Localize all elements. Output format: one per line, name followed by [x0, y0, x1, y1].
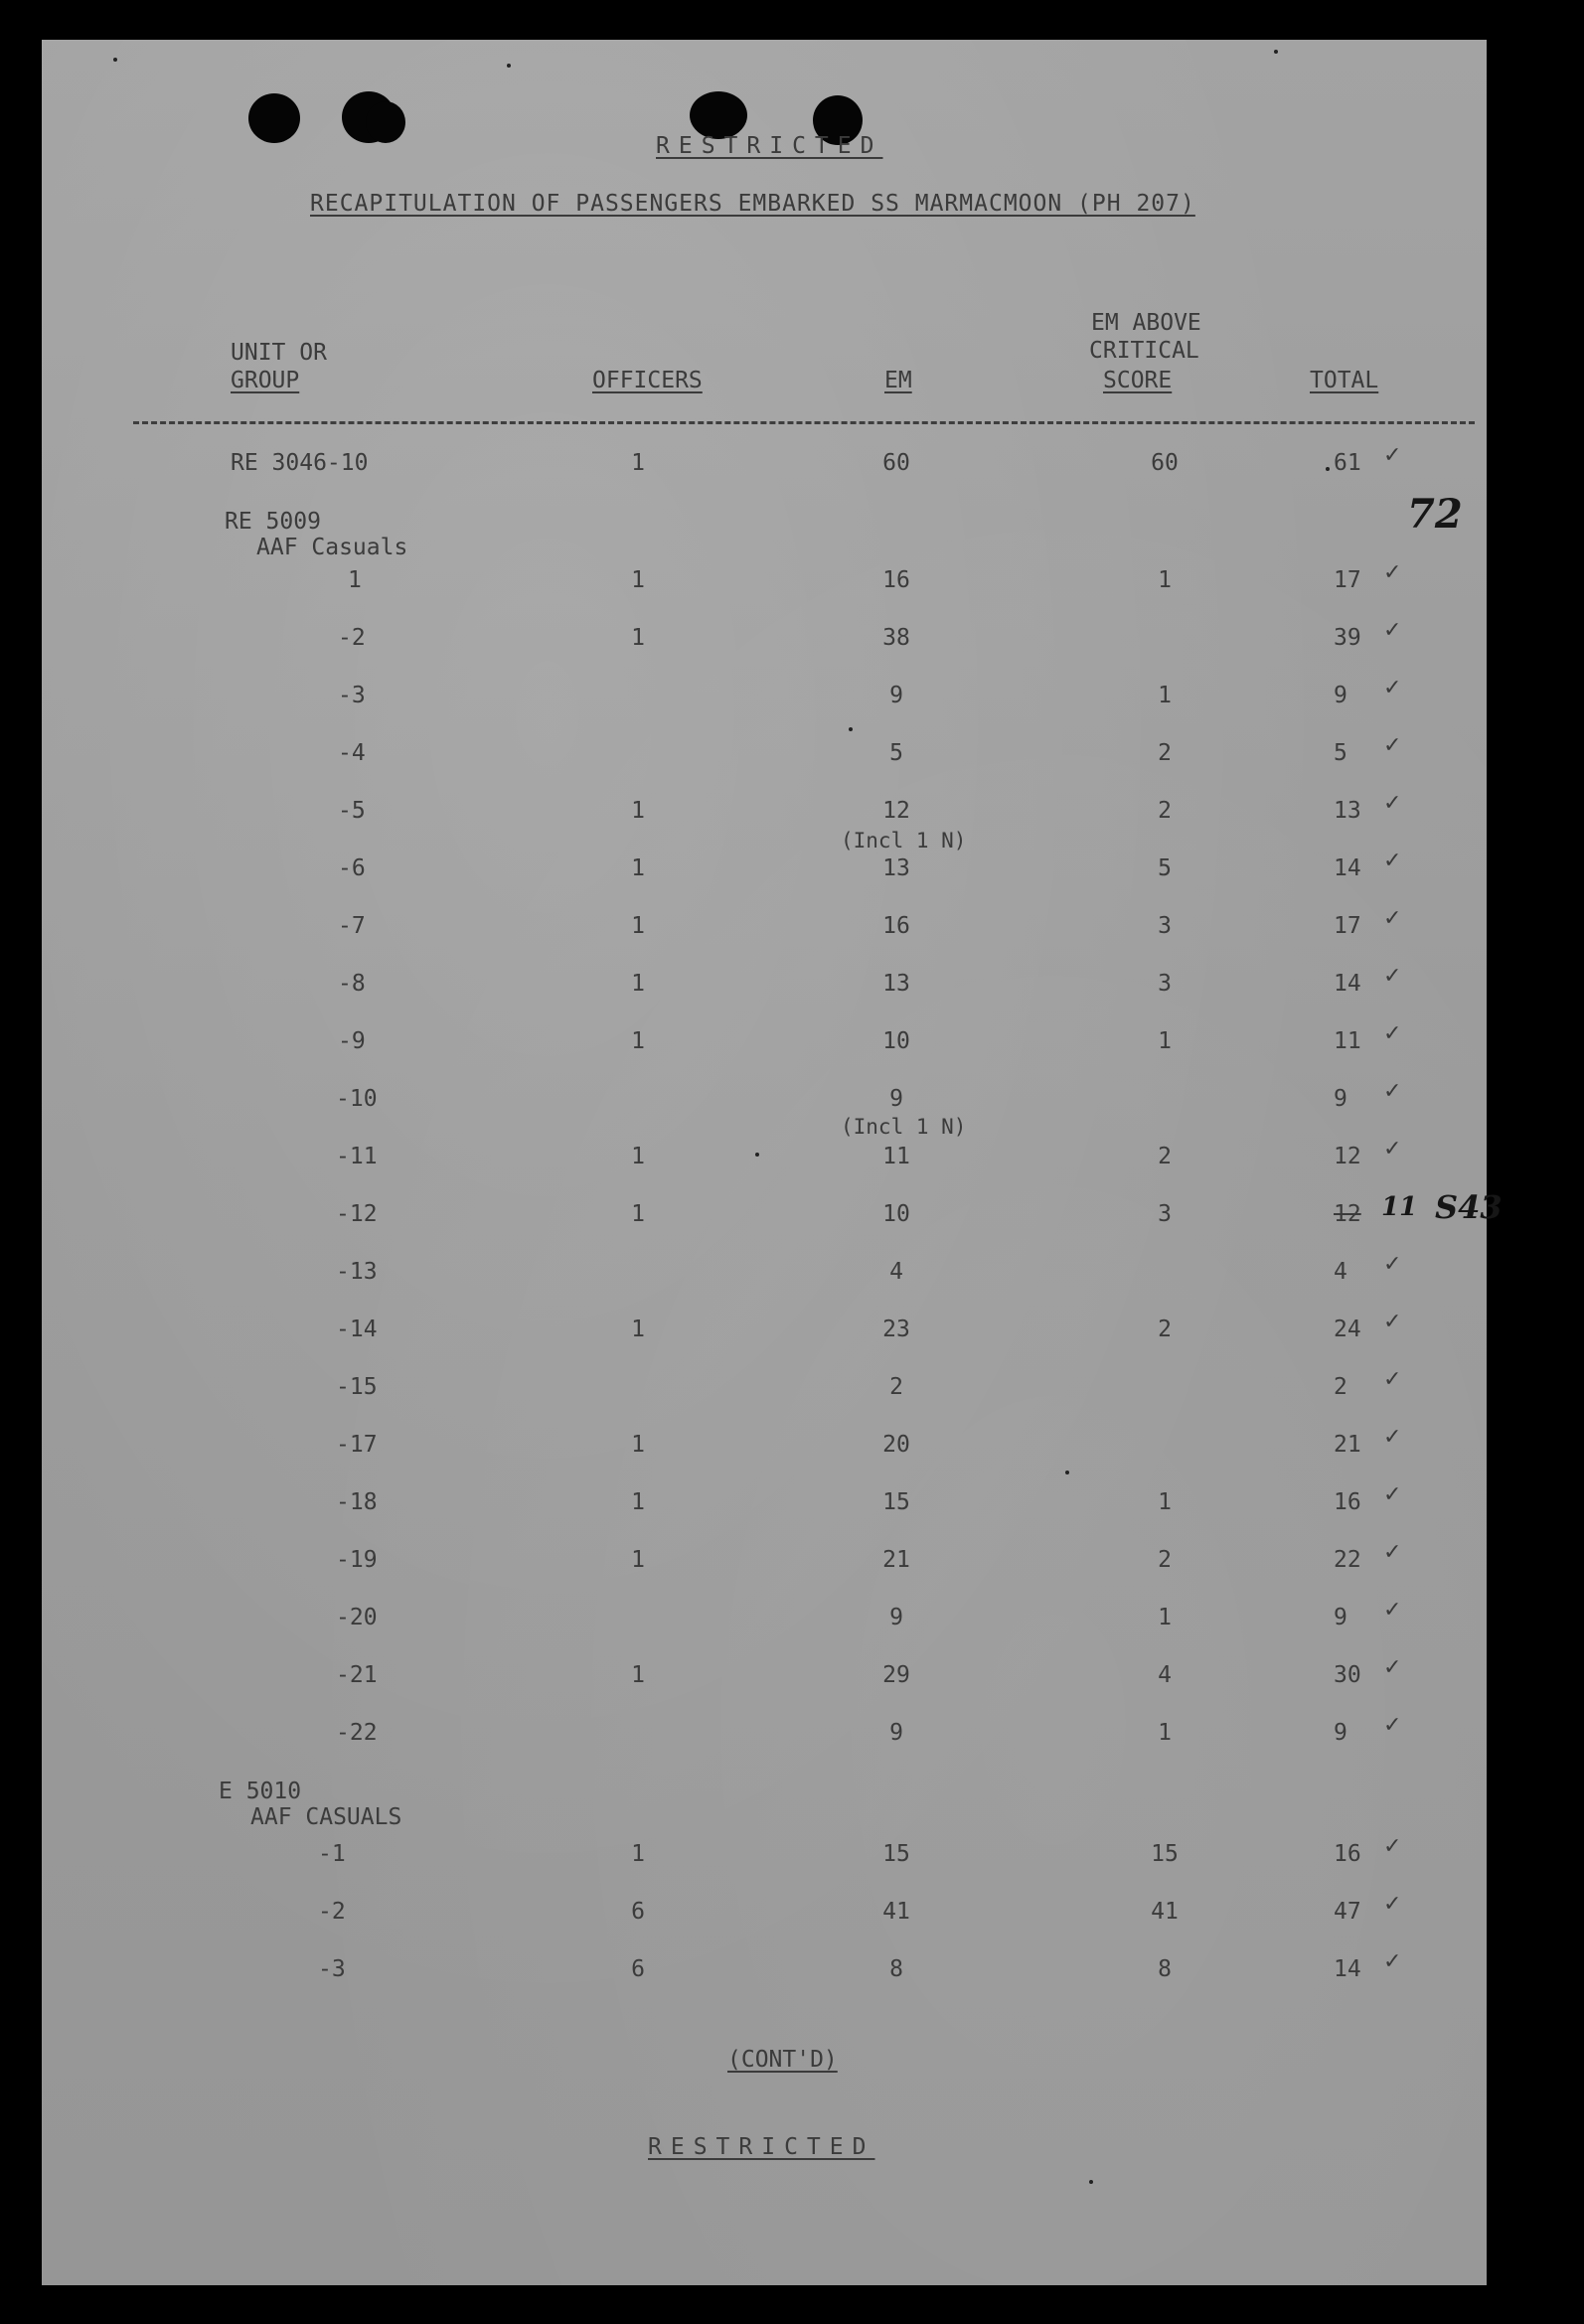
row-unit: -6	[338, 855, 366, 881]
row-total: 39	[1334, 625, 1361, 651]
row-critical-score: 4	[1158, 1662, 1172, 1688]
row-unit: -20	[336, 1605, 378, 1630]
row-total: 14	[1334, 855, 1361, 881]
row-unit: -8	[338, 971, 366, 997]
row-total: 14	[1334, 971, 1361, 997]
table-row	[42, 1655, 1487, 1691]
row-officers: 1	[631, 450, 645, 476]
check-mark-icon: ✓	[1383, 1367, 1402, 1392]
row-officers: 1	[631, 971, 645, 997]
row-total: 21	[1334, 1432, 1361, 1458]
table-row	[42, 1200, 1487, 1230]
row-em: 41	[882, 1899, 910, 1925]
check-mark-icon: ✓	[1383, 1310, 1402, 1334]
table-row	[42, 1598, 1487, 1633]
row-unit: -10	[336, 1086, 378, 1112]
table-row	[42, 1949, 1487, 1985]
row-total: 13	[1334, 798, 1361, 824]
row-critical-score: 15	[1151, 1841, 1179, 1867]
check-mark-icon: ✓	[1383, 1252, 1402, 1277]
check-mark-icon: ✓	[1383, 964, 1402, 989]
header-critical-line3: SCORE	[1103, 368, 1173, 393]
document-page	[42, 40, 1503, 2285]
row-total: 30	[1334, 1662, 1361, 1688]
row-em: 13	[882, 971, 910, 997]
header-total: TOTAL	[1310, 368, 1379, 393]
table-row	[42, 791, 1487, 827]
row-total: 16	[1334, 1841, 1361, 1867]
row-unit: -4	[338, 740, 366, 766]
row-officers: 1	[631, 798, 645, 824]
table-row	[42, 676, 1487, 711]
row-unit: -3	[338, 683, 366, 708]
row-unit: -1	[318, 1841, 346, 1867]
speck	[849, 727, 853, 731]
row-em: 23	[882, 1317, 910, 1342]
row-critical-score: 3	[1158, 913, 1172, 939]
table-row	[42, 964, 1487, 1000]
row-critical-score: 1	[1158, 1605, 1172, 1630]
table-row	[42, 1540, 1487, 1576]
punch-hole-4	[690, 91, 747, 139]
row-officers: 1	[631, 1489, 645, 1515]
row-unit: 1	[348, 567, 362, 593]
check-mark-icon: ✓	[1383, 1834, 1402, 1859]
table-divider	[133, 421, 1475, 424]
row-total: 17	[1334, 913, 1361, 939]
row-em: 16	[882, 913, 910, 939]
row-em: 8	[889, 1956, 903, 1982]
check-mark-icon: ✓	[1383, 1655, 1402, 1680]
table-row	[42, 1021, 1487, 1057]
row-total: 12	[1334, 1201, 1361, 1227]
header-unit-line2: GROUP	[231, 368, 300, 393]
group-label-aaf-casuals-2: AAF CASUALS	[250, 1804, 402, 1830]
row-officers: 6	[631, 1899, 645, 1925]
row-total: 47	[1334, 1899, 1361, 1925]
check-mark-icon: ✓	[1383, 791, 1402, 816]
row-critical-score: 1	[1158, 1489, 1172, 1515]
check-mark-icon: ✓	[1383, 849, 1402, 873]
header-officers: OFFICERS	[592, 368, 703, 393]
row-em: 60	[882, 450, 910, 476]
row-total: 4	[1334, 1259, 1347, 1285]
check-mark-icon: ✓	[1383, 1949, 1402, 1974]
row-unit: -14	[336, 1317, 378, 1342]
check-mark-icon: ✓	[1383, 1021, 1402, 1046]
check-mark-icon: ✓	[1383, 676, 1402, 700]
table-row	[42, 849, 1487, 884]
punch-hole-1	[248, 93, 300, 143]
row-total: 12	[1334, 1144, 1361, 1169]
table-row	[42, 443, 1487, 479]
row-critical-score: 41	[1151, 1899, 1179, 1925]
row-critical-score: 60	[1151, 450, 1179, 476]
row-em: 9	[889, 1720, 903, 1746]
check-mark-icon: ✓	[1383, 560, 1402, 585]
row-total: 11	[1334, 1028, 1361, 1054]
row-em: 4	[889, 1259, 903, 1285]
row-critical-score: 2	[1158, 1144, 1172, 1169]
row-total: 61	[1334, 450, 1361, 476]
row-unit: -13	[336, 1259, 378, 1285]
row-officers: 1	[631, 1432, 645, 1458]
table-row	[42, 733, 1487, 769]
row-unit: -12	[336, 1201, 378, 1227]
check-mark-icon: ✓	[1383, 1079, 1402, 1104]
row-total: 2	[1334, 1374, 1347, 1400]
row-em: 21	[882, 1547, 910, 1573]
row-em: 15	[882, 1841, 910, 1867]
check-mark-icon: ✓	[1383, 1713, 1402, 1738]
inclusion-note: (Incl 1 N)	[841, 829, 967, 852]
row-critical-score: 1	[1158, 1720, 1172, 1746]
classification-bottom: RESTRICTED	[648, 2134, 875, 2160]
check-mark-icon: ✓	[1383, 443, 1402, 468]
row-em: 9	[889, 683, 903, 708]
header-critical-line1: EM ABOVE	[1091, 310, 1201, 336]
row-total: 9	[1334, 1605, 1347, 1630]
check-mark-icon: ✓	[1383, 1137, 1402, 1162]
row-officers: 1	[631, 1662, 645, 1688]
row-total: 9	[1334, 683, 1347, 708]
row-critical-score: 2	[1158, 740, 1172, 766]
row-critical-score: 2	[1158, 1317, 1172, 1342]
row-critical-score: 1	[1158, 567, 1172, 593]
handwritten-initials: S43	[1435, 1188, 1503, 1226]
row-unit: -3	[318, 1956, 346, 1982]
group-label-re5009: RE 5009	[225, 509, 321, 535]
row-officers: 1	[631, 855, 645, 881]
speck	[507, 64, 511, 68]
table-row	[42, 618, 1487, 654]
handwritten-page-number: 72	[1407, 491, 1463, 538]
check-mark-icon: ✓	[1383, 1892, 1402, 1917]
table-row	[42, 1367, 1487, 1403]
table-row	[42, 1834, 1487, 1870]
row-officers: 1	[631, 1317, 645, 1342]
row-em: 10	[882, 1028, 910, 1054]
row-em: 9	[889, 1086, 903, 1112]
row-total: 9	[1334, 1720, 1347, 1746]
row-em: 9	[889, 1605, 903, 1630]
group-label-e5010: E 5010	[219, 1779, 302, 1804]
row-unit: RE 3046-10	[231, 450, 369, 476]
table-row	[42, 1892, 1487, 1928]
row-unit: -2	[318, 1899, 346, 1925]
row-critical-score: 8	[1158, 1956, 1172, 1982]
continued-label: (CONT'D)	[727, 2047, 838, 2073]
table-row	[42, 1713, 1487, 1749]
row-em: 11	[882, 1144, 910, 1169]
row-critical-score: 1	[1158, 1028, 1172, 1054]
speck	[1089, 2180, 1093, 2184]
group-label-aaf-casuals: AAF Casuals	[256, 535, 408, 560]
row-officers: 1	[631, 1841, 645, 1867]
row-em: 29	[882, 1662, 910, 1688]
table-row	[42, 1482, 1487, 1518]
row-em: 12	[882, 798, 910, 824]
check-mark-icon: ✓	[1383, 1425, 1402, 1450]
speck	[113, 58, 117, 62]
row-critical-score: 3	[1158, 1201, 1172, 1227]
row-officers: 6	[631, 1956, 645, 1982]
row-unit: -5	[338, 798, 366, 824]
row-unit: -7	[338, 913, 366, 939]
row-total: 16	[1334, 1489, 1361, 1515]
row-unit: -21	[336, 1662, 378, 1688]
table-row	[42, 906, 1487, 942]
row-officers: 1	[631, 625, 645, 651]
check-mark-icon: ✓	[1383, 1540, 1402, 1565]
row-unit: -19	[336, 1547, 378, 1573]
row-critical-score: 2	[1158, 798, 1172, 824]
row-unit: -11	[336, 1144, 378, 1169]
row-em: 16	[882, 567, 910, 593]
row-em: 10	[882, 1201, 910, 1227]
row-officers: 1	[631, 1547, 645, 1573]
check-mark-icon: ✓	[1383, 906, 1402, 931]
check-mark-icon: ✓	[1383, 618, 1402, 643]
row-em: 13	[882, 855, 910, 881]
row-total: 9	[1334, 1086, 1347, 1112]
check-mark-icon: ✓	[1383, 1482, 1402, 1507]
row-officers: 1	[631, 1028, 645, 1054]
row-em: 5	[889, 740, 903, 766]
row-em: 15	[882, 1489, 910, 1515]
row-total: 17	[1334, 567, 1361, 593]
row-total: 14	[1334, 1956, 1361, 1982]
row-em: 38	[882, 625, 910, 651]
row-critical-score: 5	[1158, 855, 1172, 881]
table-row	[42, 1425, 1487, 1461]
row-unit: -22	[336, 1720, 378, 1746]
header-critical-line2: CRITICAL	[1089, 338, 1199, 364]
row-officers: 1	[631, 1201, 645, 1227]
row-critical-score: 1	[1158, 683, 1172, 708]
row-unit: -9	[338, 1028, 366, 1054]
classification-top: RESTRICTED	[656, 133, 883, 159]
row-em: 2	[889, 1374, 903, 1400]
header-em: EM	[884, 368, 912, 393]
speck	[1065, 1471, 1069, 1474]
speck	[1274, 50, 1278, 54]
row-total: 22	[1334, 1547, 1361, 1573]
table-row	[42, 1079, 1487, 1115]
check-mark-icon: ✓	[1383, 1598, 1402, 1623]
table-row	[42, 1252, 1487, 1288]
row-critical-score: 3	[1158, 971, 1172, 997]
row-em: 20	[882, 1432, 910, 1458]
row-unit: -15	[336, 1374, 378, 1400]
row-critical-score: 2	[1158, 1547, 1172, 1573]
row-unit: -17	[336, 1432, 378, 1458]
table-row	[42, 560, 1487, 596]
row-officers: 1	[631, 913, 645, 939]
row-total: 24	[1334, 1317, 1361, 1342]
check-mark-icon: ✓	[1383, 733, 1402, 758]
row-total: 5	[1334, 740, 1347, 766]
row-unit: -2	[338, 625, 366, 651]
header-unit-line1: UNIT OR	[231, 340, 327, 366]
page-title: RECAPITULATION OF PASSENGERS EMBARKED SS MARMACMOON (PH 207)	[310, 191, 1195, 217]
punch-hole-3	[366, 101, 405, 143]
handwritten-correction: 11	[1381, 1192, 1418, 1222]
inclusion-note: (Incl 1 N)	[841, 1115, 967, 1139]
row-unit: -18	[336, 1489, 378, 1515]
table-row	[42, 1310, 1487, 1345]
table-row	[42, 1137, 1487, 1172]
row-officers: 1	[631, 1144, 645, 1169]
row-officers: 1	[631, 567, 645, 593]
